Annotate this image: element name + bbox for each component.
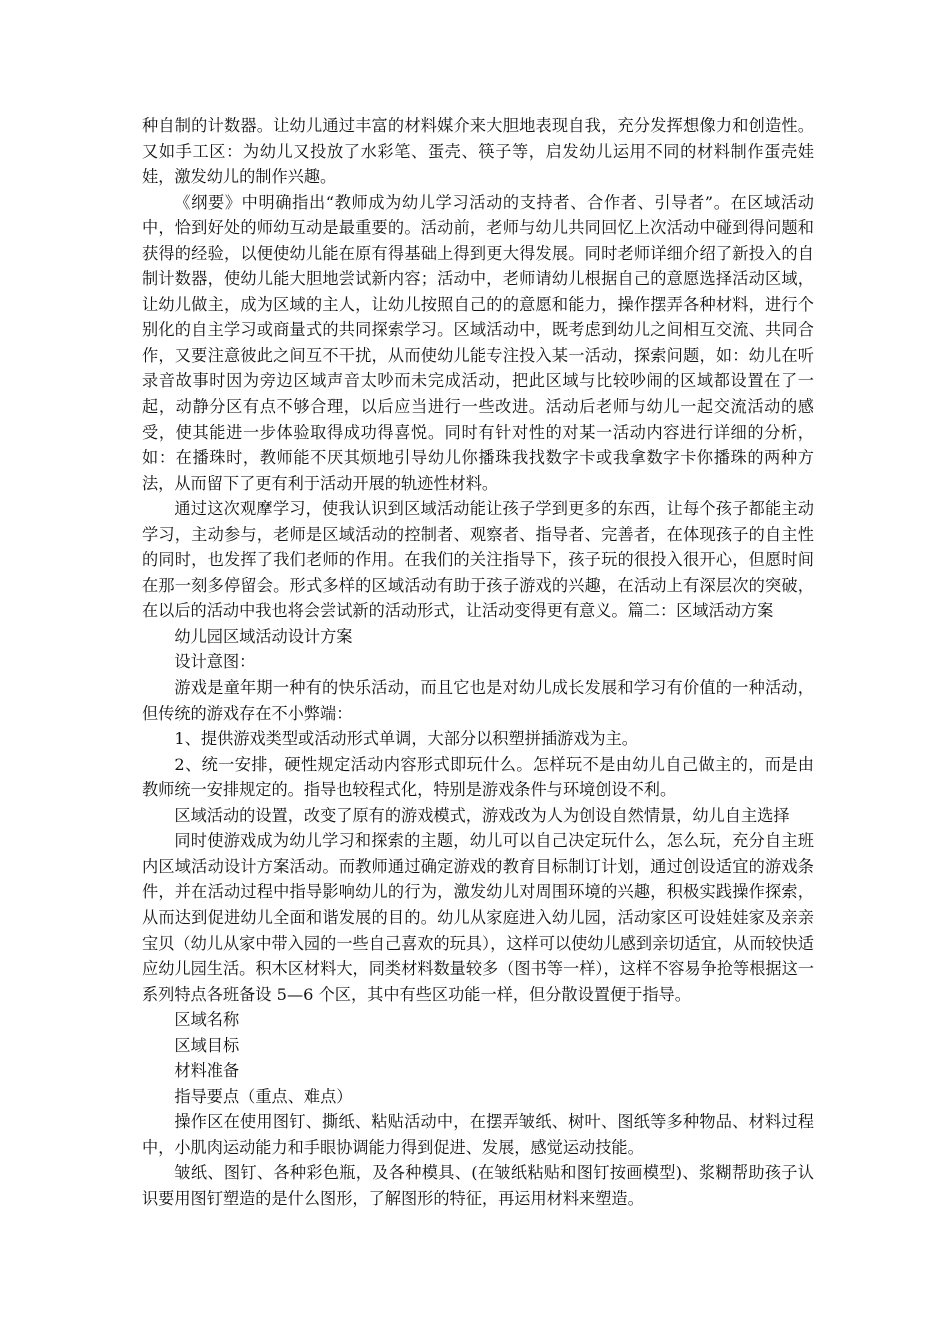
paragraph-game-intro: 游戏是童年期一种有的快乐活动，而且它也是对幼儿成长发展和学习有价值的一种活动，但传统的游戏存在不小弊端： bbox=[142, 678, 814, 723]
label-guidance-points: 指导要点（重点、难点） bbox=[174, 1086, 353, 1106]
list-item-1: 1、提供游戏类型或活动形式单调，大部分以积塑拼插游戏为主。 bbox=[174, 729, 638, 749]
design-intent-heading: 设计意图： bbox=[174, 652, 256, 672]
paragraph-operation-area: 操作区在使用图钉、撕纸、粘贴活动中，在摆弄皱纸、树叶、图纸等多种物品、材料过程中，小肌肉运动能力和手眼协调能力得到促进、发展，感觉运动技能。 bbox=[142, 1112, 814, 1157]
list-item-2: 2、统一安排，硬性规定活动内容形式即玩什么。怎样玩不是由幼儿自己做主的，而是由教师统一安排规定的。指导也较程式化，特别是游戏条件与环境创设不利。 bbox=[142, 754, 814, 800]
label-materials: 材料准备 bbox=[174, 1061, 240, 1081]
paragraph-guideline: 《纲要》中明确指出“教师成为幼儿学习活动的支持者、合作者、引导者”。在区域活动中，恰到好处的师幼互动是最重要的。活动前，老师与幼儿共同回忆上次活动中碰到得问题和获得的经验，以便使幼儿能在原有得基础上得到更大得发展。同时老师详细介绍了新投入的自制计数器，使幼儿能大胆地尝试新内容；活动中，老师请幼儿根据自己的意愿选择活动区域，让幼儿做主，成为区域的主人，让幼儿按照自己的的意愿和能力，操作摆弄各种材料，进行个别化的自主学习或商量式的共同探索学习。区域活动中，既考虑到幼儿之间相互交流、共同合作，又要注意彼此之间互不干扰，从而使幼儿能专注投入某一活动，探索问题，如：幼儿在听录音故事时因为旁边区域声音太吵而未完成活动，把此区域与比较吵闹的区域都设置在了一起，动静分区有点不够合理，以后应当进行一些改进。活动后老师与幼儿一起交流活动的感受，使其能进一步体验取得成功得喜悦。同时有针对性的对某一活动内容进行详细的分析，如：在播珠时，教师能不厌其烦地引导幼儿你播珠我找数字卡或我拿数字卡你播珠的两种方法，从而留下了更有利于活动开展的轨迹性材料。 bbox=[142, 192, 814, 493]
paragraph-reflection: 通过这次观摩学习，使我认识到区域活动能让孩子学到更多的东西，让每个孩子都能主动学习，主动参与，老师是区域活动的控制者、观察者、指导者、完善者，在体现孩子的自主性的同时，也发挥了我们老师的作用。在我们的关注指导下，孩子玩的很投入很开心，但愿时间在那一刻多停留会。形式多样的区域活动有助于孩子游戏的兴趣，在活动上有深层次的突破，在以后的活动中我也将会尝试新的活动形式，让活动变得更有意义。篇二：区域活动方案 bbox=[142, 499, 814, 621]
paragraph-area-setup: 区域活动的设置，改变了原有的游戏模式，游戏改为人为创设自然情景，幼儿自主选择 bbox=[174, 805, 790, 825]
paragraph-area-details: 同时使游戏成为幼儿学习和探索的主题，幼儿可以自己决定玩什么，怎么玩，充分自主班内区域活动设计方案活动。而教师通过确定游戏的教育目标制订计划，通过创设适宜的游戏条件，并在活动过程中指导影响幼儿的行为，激发幼儿对周围环境的兴趣，积极实践操作探索，从而达到促进幼儿全面和谐发展的目的。幼儿从家庭进入幼儿园，活动家区可设娃娃家及亲亲宝贝（幼儿从家中带入园的一些自己喜欢的玩具），这样可以使幼儿感到亲切适宜，从而较快适应幼儿园生活。积木区材料大，同类材料数量较多（图书等一样），这样不容易争抢等根据这一系列特点各班备设 5—6 个区，其中有些区功能一样，但分散设置便于指导。 bbox=[142, 831, 814, 1004]
paragraph-continuation: 种自制的计数器。让幼儿通过丰富的材料媒介来大胆地表现自我，充分发挥想像力和创造性。又如手工区：为幼儿又投放了水彩笔、蛋壳、筷子等，启发幼儿运用不同的材料制作蛋壳娃娃，激发幼儿的制作兴趣。 bbox=[142, 116, 814, 187]
section-title: 幼儿园区域活动设计方案 bbox=[174, 626, 353, 646]
label-area-name: 区域名称 bbox=[174, 1010, 240, 1030]
document-body bbox=[142, 113, 814, 1212]
label-area-goal: 区域目标 bbox=[174, 1035, 240, 1055]
paragraph-materials-list: 皱纸、图钉、各种彩色瓶，及各种模具、(在皱纸粘贴和图钉按画模型)、浆糊帮助孩子认识要用图钉塑造的是什么图形，了解图形的特征，再运用材料来塑造。 bbox=[142, 1163, 814, 1208]
